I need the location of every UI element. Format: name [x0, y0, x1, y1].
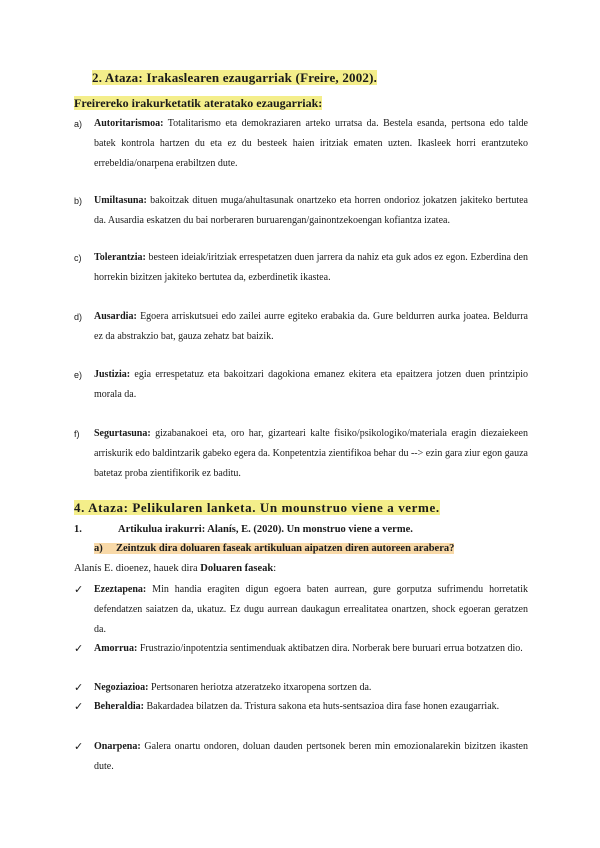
- checkmark-icon: ✓: [74, 642, 84, 655]
- question-label: a): [94, 543, 103, 554]
- article-number: 1.: [74, 524, 82, 535]
- section-4-title: 4. Ataza: Pelikularen lanketa. Un mounstruo viene a verme.: [74, 500, 440, 515]
- intro-line: [74, 563, 276, 574]
- intro-suffix: :: [273, 563, 277, 574]
- list-label: a): [74, 119, 83, 129]
- list-item-b: [74, 191, 528, 231]
- section-2-subheading: [74, 96, 322, 111]
- phase-term: Beheraldia:: [94, 701, 144, 712]
- phase-text: Galera onartu ondoren, doluan dauden pertsonek beren min emozionalarekin bizitzen ikasten dute.: [94, 741, 528, 772]
- intro-bold: Doluaren faseak: [200, 563, 274, 574]
- list-text: Egoera arriskutsuei edo zailei aurre egiteko erabakia da. Gure beldurren aurka joatea. Beldurra ez da abstrakzio bat, gauza zehatz bat baizik.: [94, 311, 528, 342]
- list-label: d): [74, 312, 83, 322]
- section-2-title: 2. Ataza: Irakaslearen ezaugarriak (Freire, 2002).: [92, 70, 378, 85]
- phase-item: [74, 639, 528, 659]
- list-term: Justizia:: [94, 369, 131, 380]
- article-text: Artikulua irakurri: Alanís, E. (2020). Un monstruo viene a verme.: [118, 524, 413, 535]
- phase-item: [74, 697, 528, 717]
- list-text: Totalitarismo eta demokraziaren arteko urratsa da. Bestela esanda, pertsona edo talde batek kontrola hartzen du eta ez du besteek haien iritziak ematen uzten. Ikasleek horri erantzuteko errebeldia/onarpena erabiltzen dute.: [94, 118, 528, 169]
- list-term: Segurtasuna:: [94, 428, 151, 439]
- phase-item: [74, 737, 528, 777]
- list-text: egia errespetatuz eta bakoitzari dagokiona emanez ekitera eta epaitzera jotzen duen printzipio morala da.: [94, 369, 528, 400]
- phase-item: [74, 580, 528, 640]
- list-label: e): [74, 370, 83, 380]
- list-item-e: [74, 365, 528, 405]
- list-label: f): [74, 429, 80, 439]
- checkmark-icon: ✓: [74, 583, 84, 596]
- phase-text: Frustrazio/inpotentzia sentimenduak aktibatzen dira. Norberak bere buruari errua botzatzen dio.: [137, 643, 523, 654]
- list-item-a: [74, 114, 528, 174]
- list-label: c): [74, 253, 82, 263]
- section-4-heading: [74, 500, 440, 516]
- phase-text: Bakardadea bilatzen da. Tristura sakona eta huts-sentsazioa dira fase honen ezaugarriak.: [144, 701, 500, 712]
- list-item-f: [74, 424, 528, 484]
- phase-text: Min handia eragiten digun egoera baten aurrean, gure gorputza sufrimendu horretatik defendatzen saiatzen da, ukatuz. Ez dugu aurrean daukagun errealitatea onartzen, shock egoeran geratzen da.: [94, 584, 528, 635]
- list-text: bakoitzak dituen muga/ahultasunak onartzeko eta horren ondorioz jokatzen jakiteko bertutea da. Ausardia eskatzen du bai norberaren buruarengan/gainontzekoengan kofiantza izatea.: [94, 195, 528, 226]
- phase-term: Negoziazioa:: [94, 682, 149, 693]
- list-text: gizabanakoei eta, oro har, gizarteari kalte fisiko/psikologiko/materiala eragin diezaiekeen arriskurik edo baldintzarik gabeko egera da. Konpetentzia zientifikoa behar du --> ezin gara ziur egon gauza batetaz proba zientifikorik ez baditu.: [94, 428, 528, 479]
- list-text: besteen ideiak/iritziak errespetatzen duen jarrera da nahiz eta guk ados ez egon. Ezberdina den horrekin bizitzen jakiteko bertutea da, ezberdinetik ikastea.: [94, 252, 528, 283]
- phase-term: Onarpena:: [94, 741, 141, 752]
- list-term: Umiltasuna:: [94, 195, 147, 206]
- question-highlight: [94, 543, 454, 554]
- article-line: [74, 524, 514, 535]
- phase-term: Ezeztapena:: [94, 584, 147, 595]
- list-item-d: [74, 307, 528, 347]
- phase-item: [74, 678, 528, 698]
- question-line: [94, 543, 454, 554]
- list-item-c: [74, 248, 528, 288]
- intro-prefix: Alanís E. dioenez, hauek dira: [74, 563, 201, 574]
- list-label: b): [74, 196, 83, 206]
- list-term: Autoritarismoa:: [94, 118, 164, 129]
- section-2-subtitle: Freirereko irakurketatik ateratako ezaugarriak:: [74, 96, 323, 110]
- question-text: Zeintzuk dira doluaren faseak artikuluan aipatzen diren autoreen arabera?: [116, 543, 455, 554]
- list-term: Tolerantzia:: [94, 252, 146, 263]
- phase-term: Amorrua:: [94, 643, 138, 654]
- phase-text: Pertsonaren heriotza atzeratzeko itxaropena sortzen da.: [148, 682, 372, 693]
- checkmark-icon: ✓: [74, 700, 84, 713]
- checkmark-icon: ✓: [74, 740, 84, 753]
- section-2-heading: [92, 70, 377, 86]
- list-term: Ausardia:: [94, 311, 137, 322]
- checkmark-icon: ✓: [74, 681, 84, 694]
